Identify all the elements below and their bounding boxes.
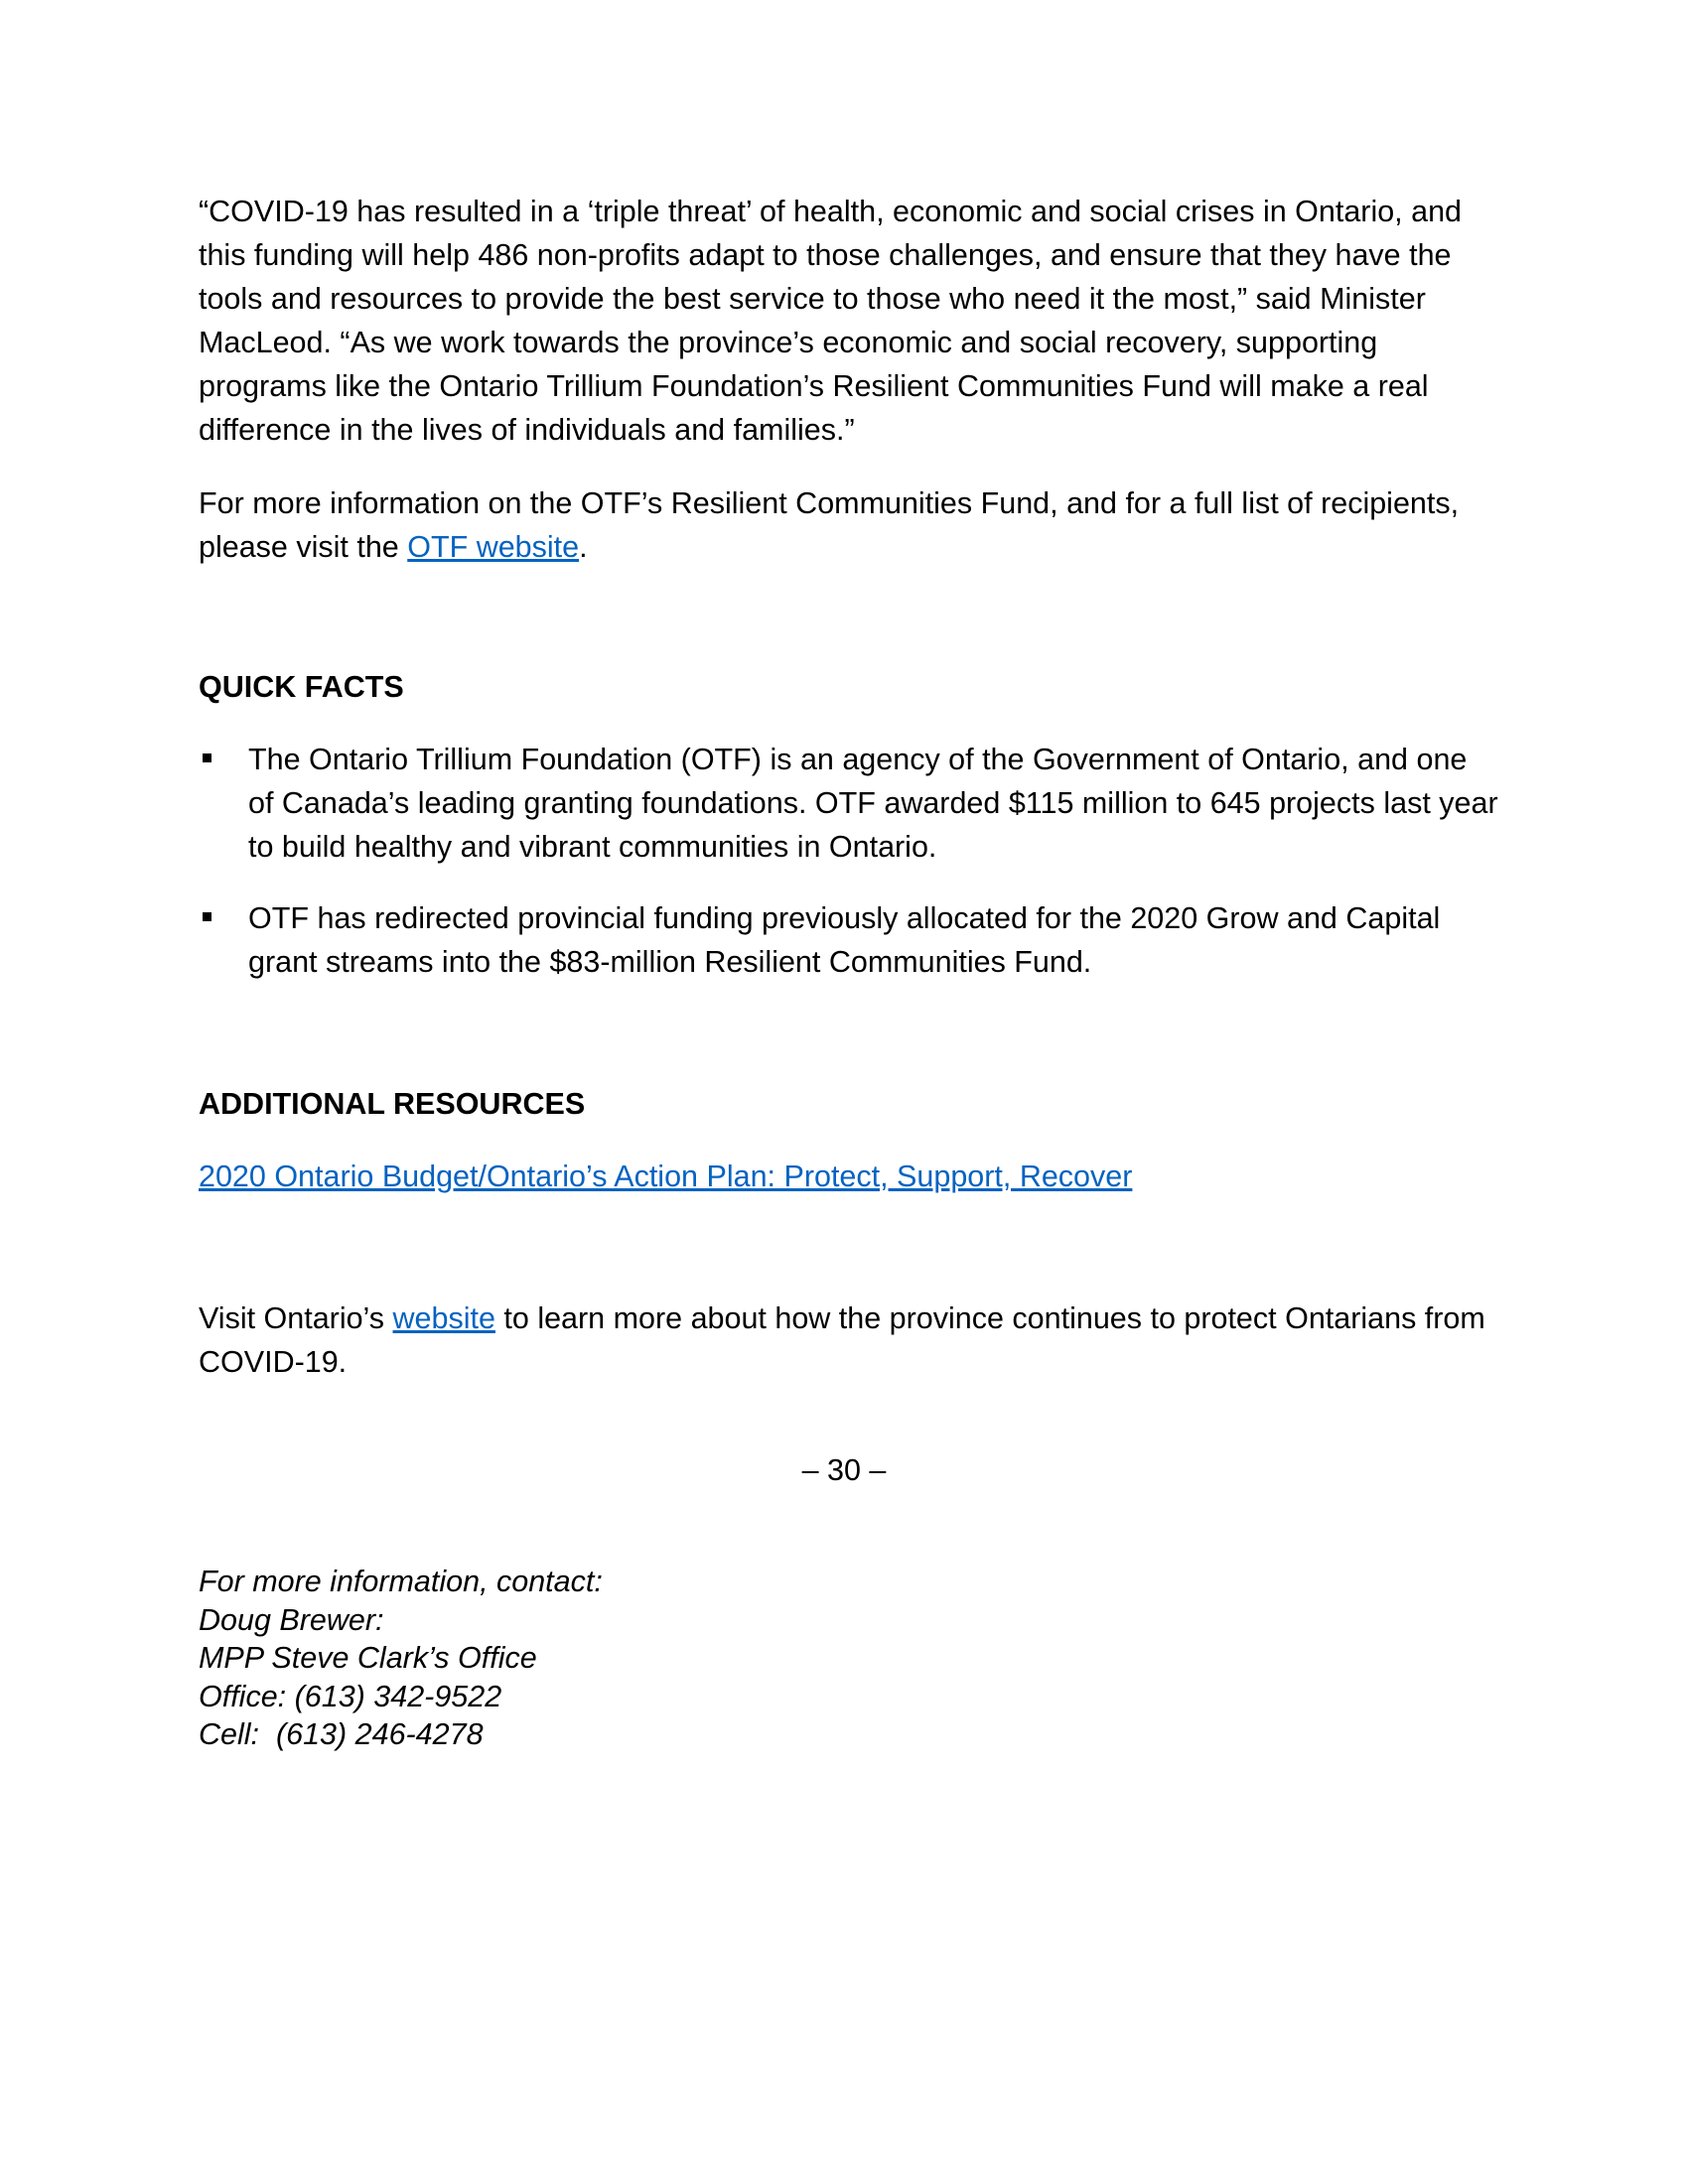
contact-cell-phone: Cell: (613) 246-4278 <box>199 1717 484 1751</box>
quick-fact-text: The Ontario Trillium Foundation (OTF) is an agency of the Government of Ontario, and one of Canada’s leading granting foundations. OTF awarded $115 million to 645 projects last year to build healthy and vibrant communities in Ontario. <box>248 743 1498 864</box>
contact-office-name: MPP Steve Clark’s Office <box>199 1641 537 1675</box>
more-info-paragraph <box>199 481 1499 569</box>
end-mark: – 30 – <box>801 1453 887 1487</box>
contact-office-phone: Office: (613) 342-9522 <box>199 1679 502 1713</box>
more-info-text: For more information on the OTF’s Resilient Communities Fund, and for a full list of recipients, please visit the <box>199 486 1460 564</box>
visit-ontario-paragraph <box>199 1297 1499 1384</box>
visit-text-after: to learn more about how the province continues to protect Ontarians from COVID-19. <box>199 1301 1485 1379</box>
budget-link-line <box>199 1155 1132 1198</box>
otf-website-link[interactable]: OTF website <box>407 530 580 564</box>
quick-facts-heading: QUICK FACTS <box>199 670 404 704</box>
square-bullet-icon <box>203 912 211 921</box>
square-bullet-icon <box>203 753 211 762</box>
minister-quote-paragraph: “COVID-19 has resulted in a ‘triple threat’ of health, economic and social crises in Ontario, and this funding will help 486 non-profits adapt to those challenges, and ensure that they have the tools and resources to provide the best service to those who need it the most,” said Minister MacLeod. “As we work towards the province’s economic and social recovery, supporting programs like the Ontario Trillium Foundation’s Resilient Communities Fund will make a real difference in the lives of individuals and families.” <box>199 195 1463 447</box>
more-info-period: . <box>579 530 588 564</box>
visit-text-before: Visit Ontario’s <box>199 1301 393 1335</box>
additional-resources-heading: ADDITIONAL RESOURCES <box>199 1087 586 1121</box>
contact-intro: For more information, contact: <box>199 1565 603 1598</box>
contact-block <box>199 1563 603 1754</box>
ontario-budget-link[interactable]: 2020 Ontario Budget/Ontario’s Action Plan: Protect, Support, Recover <box>199 1160 1133 1193</box>
ontario-website-link[interactable]: website <box>392 1301 495 1335</box>
quick-fact-text: OTF has redirected provincial funding previously allocated for the 2020 Grow and Capital grant streams into the $83-million Resilient Communities Fund. <box>248 901 1441 979</box>
contact-name: Doug Brewer: <box>199 1602 384 1637</box>
